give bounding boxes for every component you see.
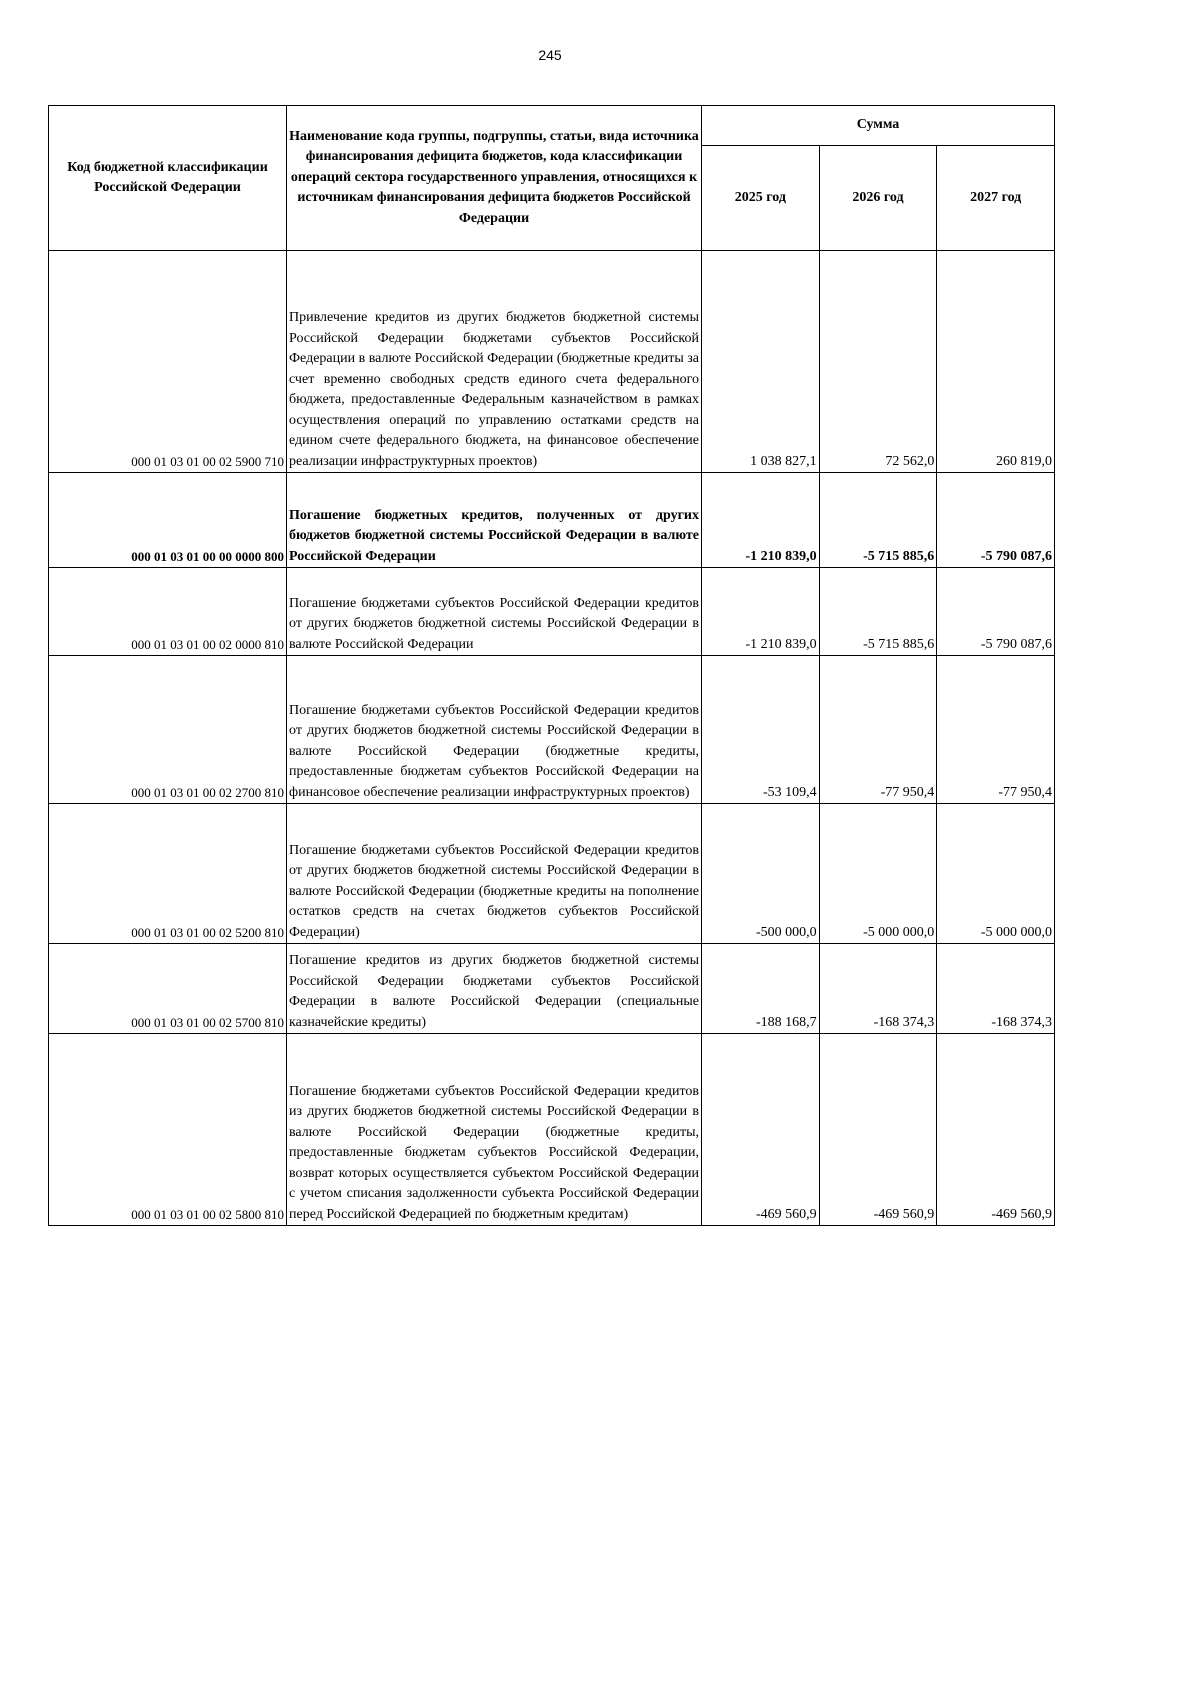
amount-2025: -188 168,7 [702, 944, 820, 1034]
table-row [49, 1034, 1055, 1226]
amount-2025: -469 560,9 [702, 1034, 820, 1226]
header-code: Код бюджетной классификации Российской Федерации [49, 106, 287, 251]
table-row [49, 656, 1055, 804]
amount-2026: -168 374,3 [819, 944, 937, 1034]
table-header [49, 106, 1055, 251]
amount-2025: -1 210 839,0 [702, 568, 820, 656]
budget-table [48, 105, 1055, 1226]
amount-2025: -1 210 839,0 [702, 473, 820, 568]
budget-code: 000 01 03 01 00 02 5200 810 [49, 804, 287, 944]
budget-code: 000 01 03 01 00 02 0000 810 [49, 568, 287, 656]
amount-2027: -5 790 087,6 [937, 568, 1055, 656]
amount-2026: -77 950,4 [819, 656, 937, 804]
table-row [49, 251, 1055, 473]
budget-code: 000 01 03 01 00 02 5900 710 [49, 251, 287, 473]
amount-2025: -500 000,0 [702, 804, 820, 944]
table-body [49, 251, 1055, 1226]
row-description: Погашение бюджетами субъектов Российской Федерации кредитов из других бюджетов бюджетной системы Российской Федерации в валюте Российской Федерации (бюджетные кредиты, предоставленные бюджетам субъектов Российской Федерации, возврат которых осуществляется субъектом Российской Федерации с учетом списания задолженности субъекта Российской Федерации перед Российской Федерацией по бюджетным кредитам) [287, 1034, 702, 1226]
budget-code: 000 01 03 01 00 02 2700 810 [49, 656, 287, 804]
row-description: Погашение бюджетных кредитов, полученных от других бюджетов бюджетной системы Российской Федерации в валюте Российской Федерации [287, 473, 702, 568]
amount-2027: -5 790 087,6 [937, 473, 1055, 568]
amount-2027: -469 560,9 [937, 1034, 1055, 1226]
amount-2026: 72 562,0 [819, 251, 937, 473]
amount-2026: -5 000 000,0 [819, 804, 937, 944]
amount-2027: -5 000 000,0 [937, 804, 1055, 944]
amount-2027: -168 374,3 [937, 944, 1055, 1034]
amount-2026: -5 715 885,6 [819, 473, 937, 568]
amount-2027: 260 819,0 [937, 251, 1055, 473]
header-name: Наименование кода группы, подгруппы, статьи, вида источника финансирования дефицита бюджетов, кода классификации операций сектора государственного управления, относящихся к источникам финансирования дефицита бюджетов Российской Федерации [287, 106, 702, 251]
amount-2026: -5 715 885,6 [819, 568, 937, 656]
amount-2025: -53 109,4 [702, 656, 820, 804]
table-row [49, 473, 1055, 568]
amount-2025: 1 038 827,1 [702, 251, 820, 473]
table-row [49, 804, 1055, 944]
row-description: Привлечение кредитов из других бюджетов бюджетной системы Российской Федерации бюджетами субъектов Российской Федерации в валюте Российской Федерации (бюджетные кредиты за счет временно свободных средств единого счета федерального бюджета, предоставленные Федеральным казначейством в рамках осуществления операций по управлению остатками средств на едином счете федерального бюджета, на финансовое обеспечение реализации инфраструктурных проектов) [287, 251, 702, 473]
page-number: 245 [538, 47, 562, 63]
header-sum: Сумма [702, 106, 1055, 146]
table-row [49, 944, 1055, 1034]
budget-code: 000 01 03 01 00 02 5800 810 [49, 1034, 287, 1226]
header-year-2026: 2026 год [819, 146, 937, 251]
row-description: Погашение бюджетами субъектов Российской Федерации кредитов от других бюджетов бюджетной системы Российской Федерации в валюте Российской Федерации [287, 568, 702, 656]
header-year-2025: 2025 год [702, 146, 820, 251]
row-description: Погашение бюджетами субъектов Российской Федерации кредитов от других бюджетов бюджетной системы Российской Федерации в валюте Российской Федерации (бюджетные кредиты, предоставленные бюджетам субъектов Российской Федерации на финансовое обеспечение реализации инфраструктурных проектов) [287, 656, 702, 804]
table-row [49, 568, 1055, 656]
amount-2026: -469 560,9 [819, 1034, 937, 1226]
header-year-2027: 2027 год [937, 146, 1055, 251]
row-description: Погашение бюджетами субъектов Российской Федерации кредитов от других бюджетов бюджетной системы Российской Федерации в валюте Российской Федерации (бюджетные кредиты на пополнение остатков средств на счетах бюджетов субъектов Российской Федерации) [287, 804, 702, 944]
row-description: Погашение кредитов из других бюджетов бюджетной системы Российской Федерации бюджетами субъектов Российской Федерации в валюте Российской Федерации (специальные казначейские кредиты) [287, 944, 702, 1034]
budget-code: 000 01 03 01 00 02 5700 810 [49, 944, 287, 1034]
budget-code: 000 01 03 01 00 00 0000 800 [49, 473, 287, 568]
amount-2027: -77 950,4 [937, 656, 1055, 804]
